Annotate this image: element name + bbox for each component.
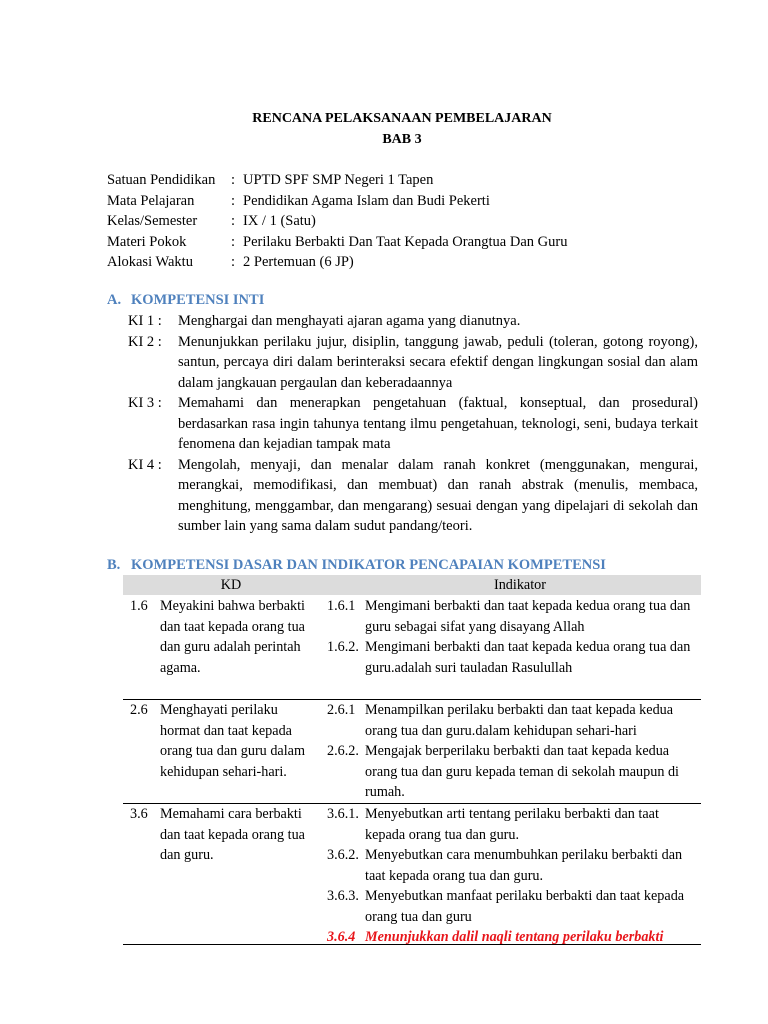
kd-indicator-table: [123, 575, 701, 945]
indicator-item: [327, 596, 701, 637]
ki-code: KI 1 :: [128, 313, 162, 329]
kd-text: Meyakini bahwa berbakti dan taat kepada orang tua dan guru adalah perintah agama.: [160, 598, 305, 676]
indicator-item: [327, 804, 701, 845]
identity-value: Perilaku Berbakti Dan Taat Kepada Orangtua Dan Guru: [243, 233, 568, 250]
identity-value: 2 Pertemuan (6 JP): [243, 254, 354, 271]
indicator-text: Menyebutkan manfaat perilaku berbakti dan taat kepada orang tua dan guru: [365, 888, 685, 925]
indicator-number: 3.6.3.: [327, 888, 359, 904]
kd-number: 3.6: [130, 806, 148, 822]
section-heading-kompetensi-dasar: [107, 555, 606, 575]
section-title: KOMPETENSI DASAR DAN INDIKATOR PENCAPAIAN KOMPETENSI: [131, 557, 606, 573]
table-row: [123, 700, 701, 804]
ki-text: Mengolah, menyaji, dan menalar dalam ranah konkret (menggunakan, mengurai, merangkai, memodifikasi, dan membuat) dan ranah abstrak (menulis, membaca, menghitung, menggambar, dan mengarang) sesuai dengan yang dipelajari di sekolah dan sumber lain yang sama dalam sudut pandang/teori.: [178, 456, 698, 534]
indicator-list: [327, 804, 701, 948]
indicator-number: 1.6.2.: [327, 639, 359, 655]
indicator-text: Mengimani berbakti dan taat kepada kedua orang tua dan guru sebagai sifat yang disayang Allah: [365, 598, 691, 635]
identity-label: Materi Pokok: [107, 233, 187, 250]
document-title: RENCANA PELAKSANAAN PEMBELAJARAN: [252, 111, 552, 126]
kd-text: Menghayati perilaku hormat dan taat kepada orang tua dan guru dalam kehidupan sehari-hari.: [160, 702, 305, 780]
indicator-number: 3.6.1.: [327, 806, 359, 822]
ki-item: [128, 332, 698, 394]
indicator-text: Menampilkan perilaku berbakti dan taat kepada kedua orang tua dan guru.dalam kehidupan sehari-hari: [365, 702, 674, 739]
ki-text: Menunjukkan perilaku jujur, disiplin, tanggung jawab, peduli (toleran, gotong royong), santun, percaya diri dalam berinteraksi secara efektif dengan lingkungan sosial dan alam dalam jangkauan pergaulan dan keberadaannya: [178, 333, 698, 391]
indicator-text: Menyebutkan arti tentang perilaku berbakti dan taat kepada orang tua dan guru.: [365, 806, 659, 843]
ki-code: KI 2 :: [128, 333, 162, 350]
table-header: [123, 575, 701, 595]
section-heading-kompetensi-inti: [107, 290, 264, 310]
indicator-number: 2.6.2.: [327, 743, 359, 759]
kompetensi-inti-list: [128, 311, 698, 537]
document-subtitle: BAB 3: [382, 132, 422, 147]
kd-text: Memahami cara berbakti dan taat kepada orang tua dan guru.: [160, 806, 305, 863]
identity-label: Mata Pelajaran: [107, 192, 195, 209]
identity-value: Pendidikan Agama Islam dan Budi Pekerti: [243, 192, 490, 209]
indicator-number: 3.6.4: [327, 929, 356, 945]
ki-item: [128, 393, 698, 455]
ki-item: [128, 311, 698, 332]
indicator-item: [327, 700, 701, 741]
identity-label: Kelas/Semester: [107, 213, 198, 230]
ki-item: [128, 455, 698, 537]
indicator-text: Mengimani berbakti dan taat kepada kedua orang tua dan guru.adalah suri tauladan Rasulullah: [365, 639, 691, 676]
table-row: [123, 804, 701, 945]
identity-colon: :: [231, 172, 236, 188]
ki-text: Memahami dan menerapkan pengetahuan (faktual, konseptual, dan prosedural) berdasarkan rasa ingin tahunya tentang ilmu pengetahuan, teknologi, seni, budaya terkait fenomena dan kejadian tampak mata: [178, 395, 698, 452]
identity-value: UPTD SPF SMP Negeri 1 Tapen: [243, 172, 434, 188]
indicator-item: [327, 741, 701, 803]
indicator-item: [327, 637, 701, 678]
column-header-kd: KD: [220, 577, 242, 593]
identity-value: IX / 1 (Satu): [243, 213, 316, 230]
identity-colon: :: [231, 213, 236, 230]
indicator-text: Menunjukkan dalil naqli tentang perilaku berbakti: [365, 929, 664, 945]
ki-code: KI 4 :: [128, 456, 162, 473]
column-header-indikator: Indikator: [493, 577, 546, 593]
identity-label: Alokasi Waktu: [107, 254, 193, 271]
section-letter: B.: [107, 557, 121, 573]
indicator-list: [327, 596, 701, 678]
section-title: KOMPETENSI INTI: [131, 292, 265, 308]
table-row: [123, 595, 701, 700]
indicator-number: 2.6.1: [327, 702, 356, 718]
indicator-number: 1.6.1: [327, 598, 356, 614]
ki-text: Menghargai dan menghayati ajaran agama yang dianutnya.: [178, 313, 521, 329]
ki-code: KI 3 :: [128, 395, 162, 411]
identity-colon: :: [231, 233, 236, 250]
indicator-item-highlighted: [327, 927, 701, 948]
identity-colon: :: [231, 254, 236, 271]
section-letter: A.: [107, 292, 122, 308]
indicator-item: [327, 845, 701, 886]
indicator-text: Menyebutkan cara menumbuhkan perilaku berbakti dan taat kepada orang tua dan guru.: [365, 847, 683, 884]
identity-colon: :: [231, 192, 236, 209]
kd-number: 2.6: [130, 702, 148, 718]
indicator-number: 3.6.2.: [327, 847, 359, 863]
indicator-item: [327, 886, 701, 927]
identity-label: Satuan Pendidikan: [107, 172, 216, 188]
indicator-list: [327, 700, 701, 803]
indicator-text: Mengajak berperilaku berbakti dan taat kepada kedua orang tua dan guru kepada teman di sekolah maupun di rumah.: [365, 743, 680, 800]
kd-number: 1.6: [130, 598, 148, 614]
